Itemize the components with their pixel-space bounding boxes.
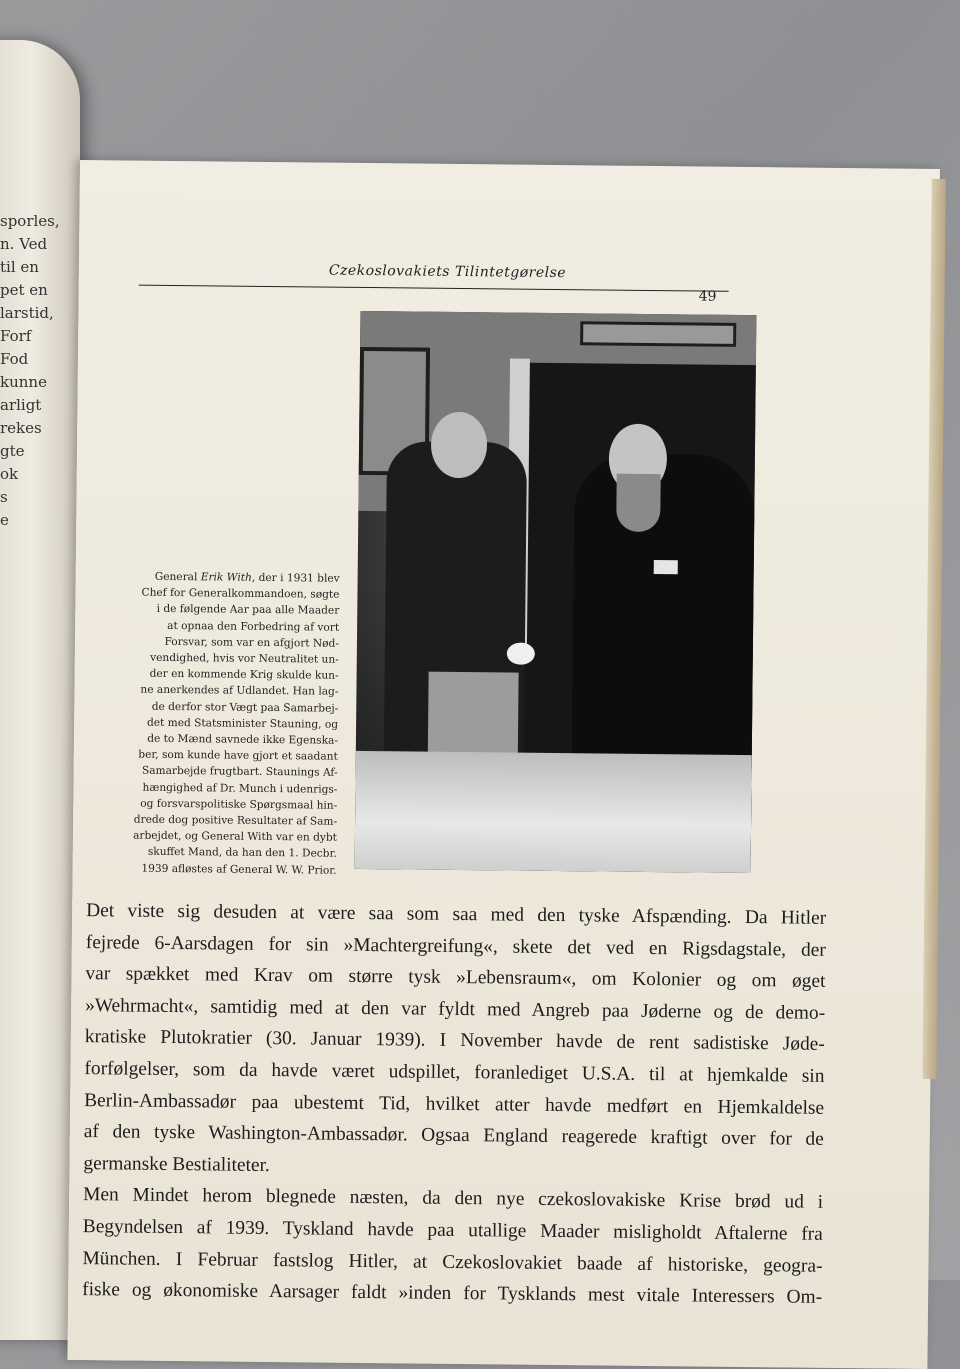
left-fragment: arligt [0, 396, 42, 414]
left-fragment: Forf [0, 327, 32, 345]
caption-line: de to Mænd savnede ikke Egenska- [147, 732, 338, 747]
body-line: kratiske Plutokratier (30. Januar 1939). I November havde de rent sadistiske Jøde- [84, 1026, 825, 1056]
book-page [67, 160, 940, 1369]
caption-line: skuffet Mand, da han den 1. Decbr. [147, 846, 337, 861]
caption-line: Samarbejde frugtbart. Staunings Af- [141, 765, 338, 780]
caption-line: ber, som kunde have gjort et saadant [138, 748, 338, 763]
caption-line: det med Statsminister Stauning, og [146, 716, 339, 731]
caption-line: de derfor stor Vægt paa Samarbej- [151, 700, 339, 715]
body-text [82, 895, 826, 1313]
body-line: forfølgelser, som da havde været udspillet, foranlediget U.S.A. til at hjemkalde sin [84, 1058, 825, 1087]
body-line: Begyndelsen af 1939. Tyskland havde paa utallige Maader misligholdt Aftalerne fra [82, 1216, 823, 1245]
left-fragment: rekes [0, 419, 42, 437]
body-line: München. I Februar fastslog Hitler, at Czekoslovakiet baade af historiske, geogra- [82, 1247, 823, 1277]
left-fragment: pet en [0, 281, 48, 299]
left-fragment: ok [0, 465, 19, 483]
left-page-text-fragments [0, 210, 80, 532]
caption-line: ne anerkendes af Udlandet. Han lag- [140, 684, 339, 699]
caption-line: Forsvar, som var en afgjort Nød- [164, 635, 340, 650]
caption-line: vendighed, hvis vor Neutralitet un- [150, 651, 339, 666]
left-fragment: e [0, 511, 9, 529]
page-number: 49 [698, 288, 717, 305]
running-title: Czekoslovakiets Tilintetgørelse [328, 262, 567, 282]
caption-line: og forsvarspolitiske Spørgsmaal hin- [140, 797, 338, 812]
caption-line: drede dog positive Resultater af Sam- [133, 813, 338, 828]
caption-line: hængighed af Dr. Munch i udenrigs- [142, 781, 338, 796]
page-edge [922, 179, 945, 1079]
photo-beard [616, 474, 661, 532]
photo-picture-frame-top [580, 321, 736, 347]
caption-line: i de følgende Aar paa alle Maader [156, 603, 340, 618]
body-line: germanske Bestialiteter. [83, 1152, 270, 1176]
photo-dining-table [355, 751, 752, 873]
body-line: af den tyske Washington-Ambassadør. Ogsaa England reagerede kraftigt over for de [83, 1121, 824, 1150]
body-line: »Wehrmacht«, samtidig med at den var fyldt med Angreb paa Jøderne og de demo- [85, 994, 826, 1024]
caption-line: 1939 afløstes af General W. W. Prior. [141, 862, 337, 877]
photo-pocket-square [654, 560, 678, 574]
left-fragment: sporles, [0, 212, 60, 230]
left-fragment: larstid, [0, 304, 54, 322]
left-fragment: til en [0, 258, 39, 276]
left-fragment: n. Ved [0, 235, 48, 253]
left-fragment: kunne [0, 373, 47, 391]
photo-caption [73, 568, 340, 879]
left-fragment: Fod [0, 350, 29, 368]
left-facing-page [0, 40, 80, 1340]
body-line: fejrede 6-Aarsdagen for sin »Machtergreifung«, skete det ved en Rigsdagstale, der [85, 931, 826, 961]
left-fragment: gte [0, 442, 25, 460]
left-fragment: s [0, 488, 8, 506]
body-line: Det viste sig desuden at være saa som saa med den tyske Afspænding. Da Hitler [86, 900, 827, 929]
body-line: var spækket med Krav om større tysk »Lebensraum«, om Kolonier og om øget [85, 963, 826, 993]
running-header [139, 257, 729, 292]
body-line: fiske og økonomiske Aarsager faldt »inden for Tysklands mest vitale Interessers Om- [82, 1279, 823, 1308]
photograph [355, 311, 757, 873]
caption-line: arbejdet, og General With var en dybt [133, 829, 337, 844]
caption-line: General Erik With, der i 1931 blev [154, 570, 340, 585]
photo-white-glove [507, 642, 535, 664]
caption-line: at opnaa den Forbedring af vort [167, 619, 340, 634]
body-line: Men Mindet herom blegnede næsten, da den nye czekoslovakiske Krise brød ud i [83, 1184, 824, 1214]
body-line: Berlin-Ambassadør paa ubestemt Tid, hvilket atter havde medført en Hjemkaldelse [84, 1089, 825, 1119]
caption-name: Erik With [200, 571, 252, 584]
caption-line: der en kommende Krig skulde kun- [149, 667, 339, 682]
caption-line: Chef for Generalkommandoen, søgte [141, 586, 340, 601]
